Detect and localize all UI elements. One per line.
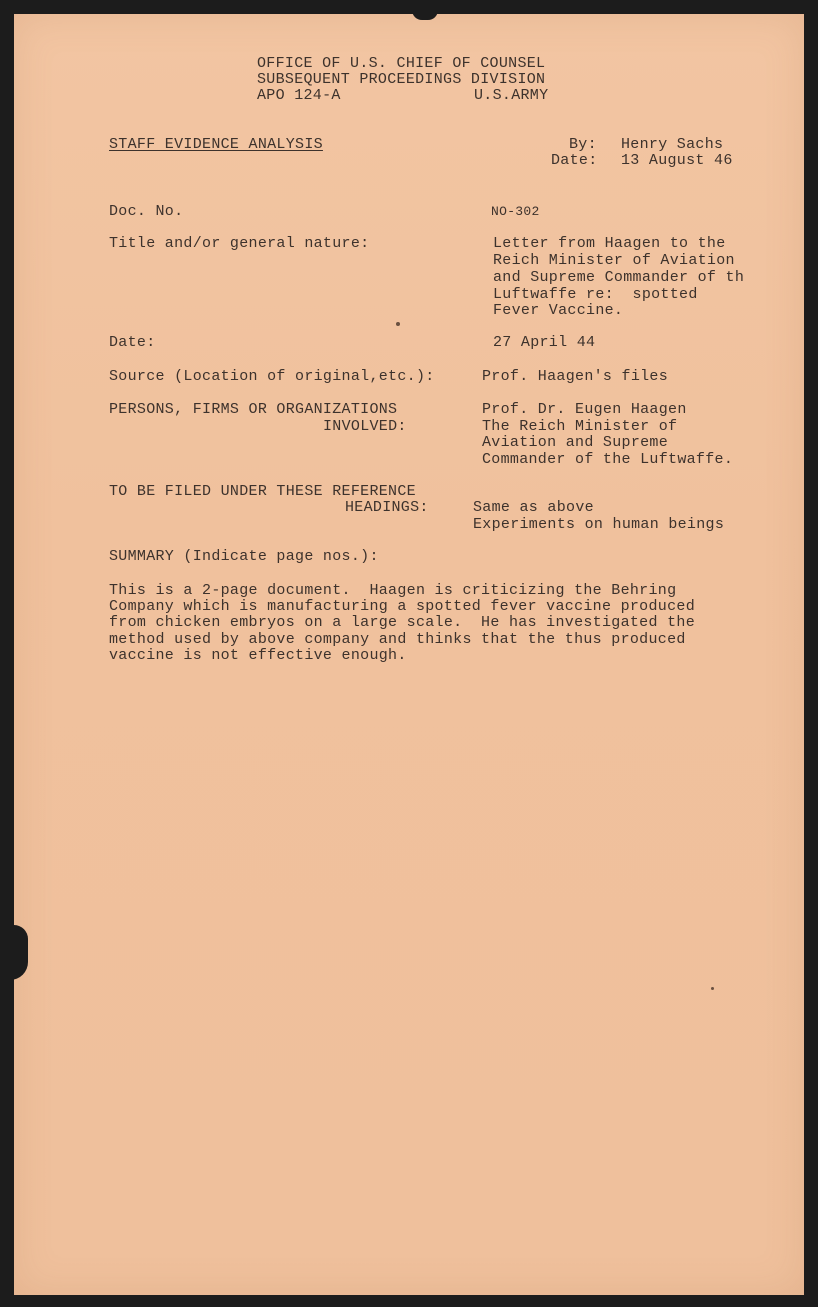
summary-line: This is a 2-page document. Haagen is criticizing the Behring — [109, 582, 677, 599]
analysis-date-label: Date: — [551, 152, 598, 169]
persons-line: Commander of the Luftwaffe. — [482, 451, 734, 468]
persons-label-line-2: INVOLVED: — [323, 418, 407, 435]
filed-line: Experiments on human beings — [473, 516, 725, 533]
document-date-label: Date: — [109, 334, 156, 351]
doc-number-value: NO-302 — [491, 204, 540, 219]
header-line-3-right: U.S.ARMY — [474, 87, 549, 104]
paper-speck — [711, 987, 714, 990]
title-line: Letter from Haagen to the — [493, 235, 726, 252]
summary-line: method used by above company and thinks that the thus produced — [109, 631, 686, 648]
by-label: By: — [569, 136, 597, 153]
summary-label: SUMMARY (Indicate page nos.): — [109, 548, 379, 565]
document-date-value: 27 April 44 — [493, 334, 596, 351]
by-value: Henry Sachs — [621, 136, 724, 153]
summary-line: from chicken embryos on a large scale. He has investigated the — [109, 614, 695, 631]
source-label: Source (Location of original,etc.): — [109, 368, 435, 385]
filed-label-line-2: HEADINGS: — [345, 499, 429, 516]
analysis-title: STAFF EVIDENCE ANALYSIS — [109, 136, 323, 153]
source-value: Prof. Haagen's files — [482, 368, 669, 385]
summary-line: vaccine is not effective enough. — [109, 647, 407, 664]
analysis-date-value: 13 August 46 — [621, 152, 733, 169]
persons-line: The Reich Minister of — [482, 418, 678, 435]
title-line: Luftwaffe re: spotted — [493, 286, 698, 303]
doc-number-label: Doc. No. — [109, 203, 184, 220]
header-line-1: OFFICE OF U.S. CHIEF OF COUNSEL — [257, 55, 546, 72]
title-line: Reich Minister of Aviation — [493, 252, 735, 269]
title-line: Fever Vaccine. — [493, 302, 624, 319]
persons-line: Aviation and Supreme — [482, 434, 669, 451]
persons-line: Prof. Dr. Eugen Haagen — [482, 401, 687, 418]
persons-label-line-1: PERSONS, FIRMS OR ORGANIZATIONS — [109, 401, 398, 418]
filed-label-line-1: TO BE FILED UNDER THESE REFERENCE — [109, 483, 416, 500]
header-line-3-left: APO 124-A — [257, 87, 341, 104]
filed-line: Same as above — [473, 499, 594, 516]
page-edge-tear-left — [8, 925, 28, 980]
paper-speck — [396, 322, 400, 326]
summary-line: Company which is manufacturing a spotted fever vaccine produced — [109, 598, 695, 615]
title-label: Title and/or general nature: — [109, 235, 370, 252]
title-line: and Supreme Commander of th — [493, 270, 745, 286]
header-line-2: SUBSEQUENT PROCEEDINGS DIVISION — [257, 71, 546, 88]
